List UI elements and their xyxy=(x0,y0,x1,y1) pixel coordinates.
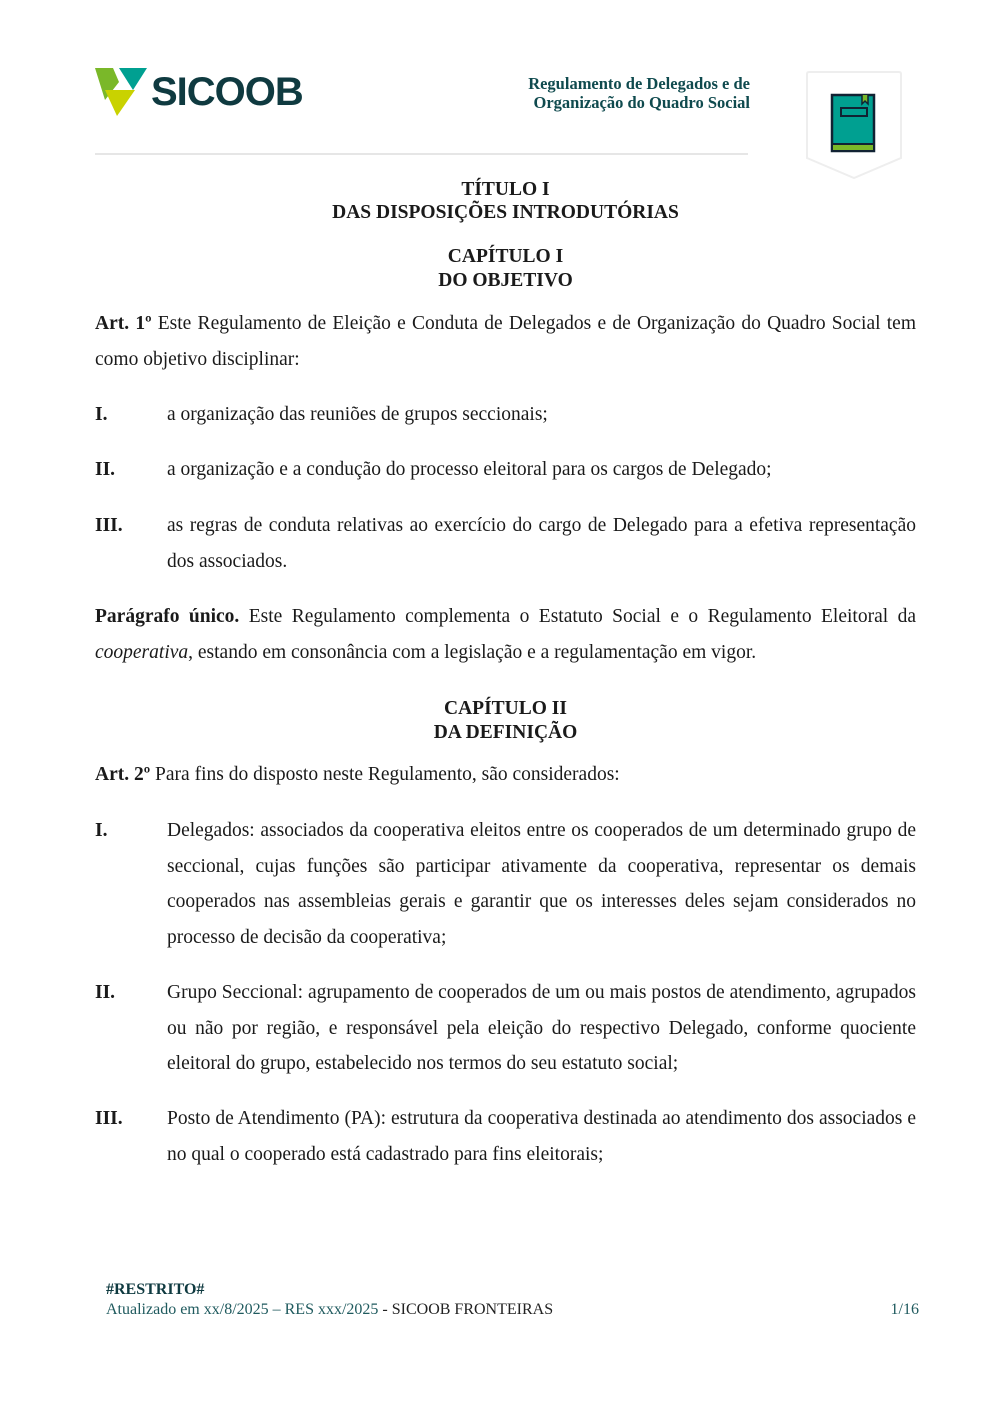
item-number: I. xyxy=(95,820,108,841)
paragraph-label: Parágrafo único. xyxy=(95,606,240,627)
article-2 xyxy=(95,757,916,793)
chapter-subheading: DO OBJETIVO xyxy=(438,270,573,291)
title-line: Regulamento de Delegados e de xyxy=(528,74,750,93)
list-item xyxy=(95,1101,916,1172)
article-text: Este Regulamento de Eleição e Conduta de Delegados e de Organização do Quadro Social tem como objetivo disciplinar: xyxy=(95,313,917,370)
logo-text: SICOOB xyxy=(151,69,303,114)
item-number: III. xyxy=(95,515,123,536)
item-number: I. xyxy=(95,404,108,425)
article-label: Art. 1º xyxy=(95,313,152,334)
list-item xyxy=(95,452,916,488)
chapter-heading: CAPÍTULO I xyxy=(447,246,564,267)
item-text: Delegados: associados da cooperativa eleitos entre os cooperados de um determinado grupo de seccional, cujas funções são participar ativamente da cooperativa, representar os demais cooperados nas assembleias gerais e garantir que os interesses deles sejam considerados no processo de decisão da cooperativa; xyxy=(167,820,916,948)
title-subheading: DAS DISPOSIÇÕES INTRODUTÓRIAS xyxy=(332,202,679,223)
item-text: a organização das reuniões de grupos seccionais; xyxy=(167,404,548,425)
item-text: Grupo Seccional: agrupamento de cooperados de um ou mais postos de atendimento, agrupados ou não por região, e responsável pela eleição do respectivo Delegado, conforme quociente eleitoral do grupo, estabelecido nos termos do seu estatuto social; xyxy=(167,982,916,1074)
organization-name: - SICOOB FRONTEIRAS xyxy=(382,1301,554,1318)
chapter-subheading: DA DEFINIÇÃO xyxy=(433,722,578,743)
paragraph-text: Este Regulamento complementa o Estatuto Social e o Regulamento Eleitoral da xyxy=(239,606,916,627)
list-item xyxy=(95,508,916,579)
paragraph-text: , estando em consonância com a legislação e a regulamentação em vigor. xyxy=(188,641,757,663)
article-text: Para fins do disposto neste Regulamento, são considerados: xyxy=(150,764,620,785)
footer-info xyxy=(106,1301,553,1319)
chapter-heading: CAPÍTULO II xyxy=(444,698,567,719)
paragraph-unico xyxy=(95,599,916,670)
title-heading: TÍTULO I xyxy=(461,179,550,200)
list-item xyxy=(95,813,916,955)
list-item xyxy=(95,397,916,433)
book-icon xyxy=(805,70,903,180)
sicoob-logo-icon xyxy=(95,68,147,116)
document-title xyxy=(528,74,750,112)
title-line: Organização do Quadro Social xyxy=(533,93,750,112)
sicoob-logo xyxy=(95,68,303,116)
article-1 xyxy=(95,306,916,377)
classification-label: #RESTRITO# xyxy=(106,1281,205,1298)
item-text: Posto de Atendimento (PA): estrutura da cooperativa destinada ao atendimento dos associados e no qual o cooperado está cadastrado para fins eleitorais; xyxy=(167,1108,916,1165)
article-label: Art. 2º xyxy=(95,764,151,785)
item-number: III. xyxy=(95,1108,123,1129)
item-number: II. xyxy=(95,459,116,480)
paragraph-italic: cooperativa xyxy=(95,641,189,663)
updated-text: Atualizado em xx/8/2025 – RES xxx/2025 xyxy=(106,1301,383,1318)
header-divider xyxy=(95,153,748,155)
item-number: II. xyxy=(95,982,116,1003)
page-number: 1/16 xyxy=(890,1301,919,1318)
item-text: a organização e a condução do processo eleitoral para os cargos de Delegado; xyxy=(167,459,772,480)
list-item xyxy=(95,975,916,1082)
item-text: as regras de conduta relativas ao exercício do cargo de Delegado para a efetiva representação dos associados. xyxy=(167,515,916,572)
